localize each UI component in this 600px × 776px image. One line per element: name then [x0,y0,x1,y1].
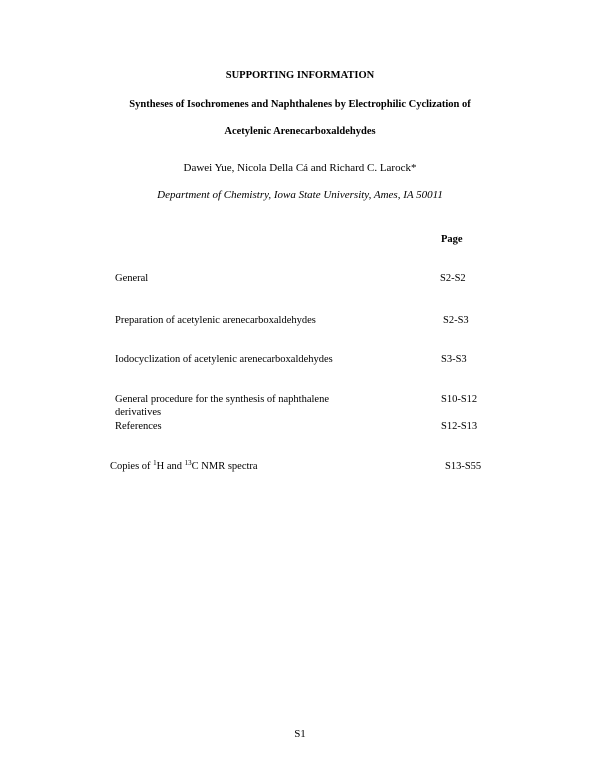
toc-item-naphthalene-pages: S10-S12 [441,394,478,405]
toc-item-general-pages: S2-S2 [440,273,466,284]
toc-item-nmr-pages: S13-S55 [445,461,482,472]
toc-item-naphthalene-label-line2: derivatives [115,407,162,418]
toc-page-header: Page [441,234,463,245]
toc-item-nmr-label [110,461,258,472]
nmr-suffix: C NMR spectra [191,461,258,472]
nmr-prefix: Copies of [110,461,154,472]
toc-item-references-label: References [115,421,162,432]
toc-item-iodocyclization-label: Iodocyclization of acetylenic arenecarboxaldehydes [115,354,333,365]
title-line-2: Acetylenic Arenecarboxaldehydes [224,126,376,137]
toc-item-naphthalene-label-line1: General procedure for the synthesis of naphthalene [115,394,329,405]
title-line-1: Syntheses of Isochromenes and Naphthalenes by Electrophilic Cyclization of [129,99,471,110]
authors-line: Dawei Yue, Nicola Della Cá and Richard C. Larock* [183,162,417,174]
page-number: S1 [294,728,306,740]
nmr-sup-1h: 1 [153,459,157,467]
toc-item-general-label: General [115,273,149,284]
nmr-sup-13c: 13 [184,459,192,467]
toc-item-iodocyclization-pages: S3-S3 [441,354,467,365]
toc-item-references-pages: S12-S13 [441,421,478,432]
supporting-info-heading: SUPPORTING INFORMATION [225,70,375,81]
nmr-mid: H and [156,461,185,472]
toc-item-preparation-label: Preparation of acetylenic arenecarboxaldehydes [115,315,316,326]
affiliation-line: Department of Chemistry, Iowa State University, Ames, IA 50011 [157,189,443,201]
toc-item-preparation-pages: S2-S3 [443,315,469,326]
